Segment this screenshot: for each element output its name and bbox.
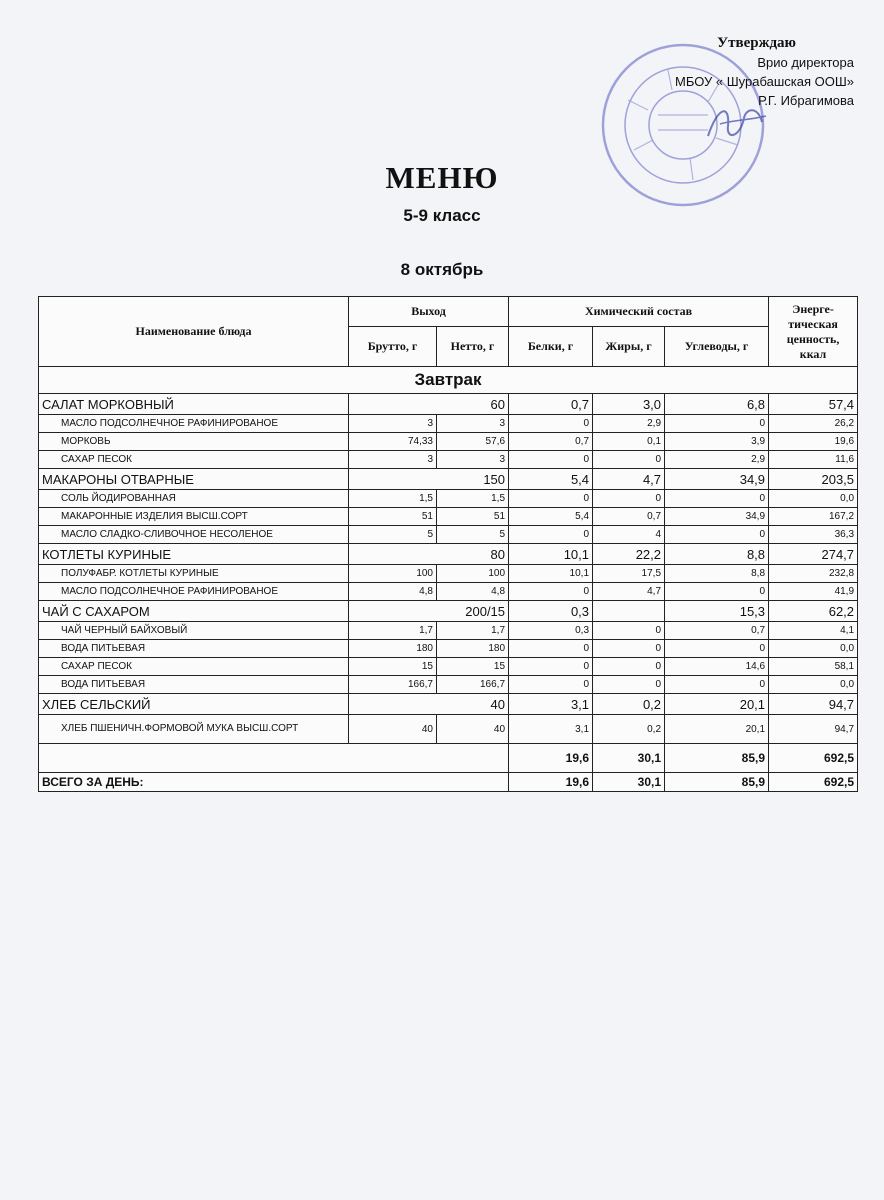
col-header-name: Наименование блюда <box>39 297 349 367</box>
ingredient-netto: 40 <box>437 715 509 744</box>
approval-organization: МБОУ « Шурабашская ООШ» <box>674 74 854 89</box>
ingredient-name: МАСЛО ПОДСОЛНЕЧНОЕ РАФИНИРОВАНОЕ <box>39 415 349 433</box>
ingredient-brutto: 100 <box>349 565 437 583</box>
ingredient-netto: 57,6 <box>437 433 509 451</box>
ingredient-protein: 0 <box>509 490 593 508</box>
ingredient-row <box>39 640 858 658</box>
approval-position: Врио директора <box>757 55 854 70</box>
subtotal-label <box>39 744 509 773</box>
ingredient-fat: 4 <box>593 526 665 544</box>
dish-carb: 20,1 <box>665 694 769 715</box>
dish-row <box>39 469 858 490</box>
col-header-chem: Химический состав <box>509 297 769 327</box>
dish-output: 80 <box>349 544 509 565</box>
dish-fat: 4,7 <box>593 469 665 490</box>
ingredient-energy: 26,2 <box>769 415 858 433</box>
total-energy: 692,5 <box>769 773 858 792</box>
ingredient-fat: 0 <box>593 622 665 640</box>
ingredient-energy: 167,2 <box>769 508 858 526</box>
dish-row <box>39 394 858 415</box>
dish-fat: 0,2 <box>593 694 665 715</box>
approval-person: Р.Г. Ибрагимова <box>758 93 854 108</box>
ingredient-name: ХЛЕБ ПШЕНИЧН.ФОРМОВОЙ МУКА ВЫСШ.СОРТ <box>39 715 349 744</box>
ingredient-fat: 0,7 <box>593 508 665 526</box>
ingredient-protein: 0,3 <box>509 622 593 640</box>
ingredient-name: СОЛЬ ЙОДИРОВАННАЯ <box>39 490 349 508</box>
ingredient-carb: 20,1 <box>665 715 769 744</box>
ingredient-energy: 19,6 <box>769 433 858 451</box>
ingredient-carb: 8,8 <box>665 565 769 583</box>
subtotal-carb: 85,9 <box>665 744 769 773</box>
ingredient-fat: 0,2 <box>593 715 665 744</box>
ingredient-energy: 0,0 <box>769 676 858 694</box>
dish-fat: 3,0 <box>593 394 665 415</box>
ingredient-row <box>39 676 858 694</box>
ingredient-name: МОРКОВЬ <box>39 433 349 451</box>
ingredient-brutto: 166,7 <box>349 676 437 694</box>
ingredient-row <box>39 715 858 744</box>
ingredient-energy: 4,1 <box>769 622 858 640</box>
ingredient-fat: 4,7 <box>593 583 665 601</box>
ingredient-carb: 0 <box>665 640 769 658</box>
ingredient-netto: 180 <box>437 640 509 658</box>
ingredient-protein: 0 <box>509 415 593 433</box>
dish-name: КОТЛЕТЫ КУРИНЫЕ <box>39 544 349 565</box>
ingredient-netto: 4,8 <box>437 583 509 601</box>
page-title: МЕНЮ <box>385 160 499 195</box>
ingredient-netto: 15 <box>437 658 509 676</box>
ingredient-protein: 0 <box>509 526 593 544</box>
date-label: 8 октябрь <box>400 260 484 279</box>
ingredient-carb: 0 <box>665 415 769 433</box>
dish-protein: 3,1 <box>509 694 593 715</box>
dish-row <box>39 694 858 715</box>
ingredient-fat: 0 <box>593 658 665 676</box>
ingredient-carb: 2,9 <box>665 451 769 469</box>
ingredient-row <box>39 622 858 640</box>
dish-fat: 22,2 <box>593 544 665 565</box>
ingredient-name: ЧАЙ ЧЕРНЫЙ БАЙХОВЫЙ <box>39 622 349 640</box>
subtotal-row <box>39 744 858 773</box>
total-label: ВСЕГО ЗА ДЕНЬ: <box>39 773 509 792</box>
ingredient-protein: 3,1 <box>509 715 593 744</box>
ingredient-row <box>39 658 858 676</box>
ingredient-brutto: 3 <box>349 451 437 469</box>
col-header-protein: Белки, г <box>509 327 593 367</box>
ingredient-brutto: 4,8 <box>349 583 437 601</box>
dish-output: 40 <box>349 694 509 715</box>
ingredient-name: САХАР ПЕСОК <box>39 451 349 469</box>
subtotal-protein: 19,6 <box>509 744 593 773</box>
dish-energy: 57,4 <box>769 394 858 415</box>
ingredient-brutto: 15 <box>349 658 437 676</box>
ingredient-netto: 1,7 <box>437 622 509 640</box>
ingredient-protein: 0 <box>509 676 593 694</box>
ingredient-carb: 0 <box>665 583 769 601</box>
ingredient-brutto: 180 <box>349 640 437 658</box>
ingredient-name: МАКАРОННЫЕ ИЗДЕЛИЯ ВЫСШ.СОРТ <box>39 508 349 526</box>
ingredient-carb: 14,6 <box>665 658 769 676</box>
dish-energy: 94,7 <box>769 694 858 715</box>
ingredient-row <box>39 526 858 544</box>
ingredient-row <box>39 415 858 433</box>
dish-name: МАКАРОНЫ ОТВАРНЫЕ <box>39 469 349 490</box>
section-title: Завтрак <box>39 367 858 394</box>
approval-title: Утверждаю <box>717 35 796 51</box>
total-carb: 85,9 <box>665 773 769 792</box>
ingredient-netto: 166,7 <box>437 676 509 694</box>
dish-carb: 8,8 <box>665 544 769 565</box>
subtotal-fat: 30,1 <box>593 744 665 773</box>
dish-output: 150 <box>349 469 509 490</box>
total-row <box>39 773 858 792</box>
dish-protein: 0,3 <box>509 601 593 622</box>
ingredient-protein: 0,7 <box>509 433 593 451</box>
dish-fat <box>593 601 665 622</box>
col-header-energy: Энерге-тическая ценность, ккал <box>769 297 858 367</box>
ingredient-netto: 51 <box>437 508 509 526</box>
ingredient-brutto: 74,33 <box>349 433 437 451</box>
dish-name: ХЛЕБ СЕЛЬСКИЙ <box>39 694 349 715</box>
ingredient-row <box>39 508 858 526</box>
menu-table <box>38 296 858 792</box>
total-fat: 30,1 <box>593 773 665 792</box>
ingredient-netto: 3 <box>437 451 509 469</box>
ingredient-row <box>39 583 858 601</box>
ingredient-row <box>39 451 858 469</box>
ingredient-protein: 0 <box>509 451 593 469</box>
ingredient-energy: 36,3 <box>769 526 858 544</box>
ingredient-netto: 1,5 <box>437 490 509 508</box>
ingredient-fat: 2,9 <box>593 415 665 433</box>
ingredient-fat: 17,5 <box>593 565 665 583</box>
dish-energy: 203,5 <box>769 469 858 490</box>
ingredient-energy: 41,9 <box>769 583 858 601</box>
ingredient-energy: 0,0 <box>769 490 858 508</box>
dish-energy: 274,7 <box>769 544 858 565</box>
dish-energy: 62,2 <box>769 601 858 622</box>
ingredient-brutto: 40 <box>349 715 437 744</box>
ingredient-energy: 0,0 <box>769 640 858 658</box>
ingredient-brutto: 3 <box>349 415 437 433</box>
ingredient-carb: 0 <box>665 676 769 694</box>
ingredient-row <box>39 490 858 508</box>
ingredient-name: МАСЛО ПОДСОЛНЕЧНОЕ РАФИНИРОВАНОЕ <box>39 583 349 601</box>
ingredient-energy: 232,8 <box>769 565 858 583</box>
ingredient-netto: 5 <box>437 526 509 544</box>
ingredient-brutto: 1,7 <box>349 622 437 640</box>
ingredient-fat: 0 <box>593 451 665 469</box>
ingredient-energy: 58,1 <box>769 658 858 676</box>
ingredient-protein: 0 <box>509 640 593 658</box>
ingredient-protein: 10,1 <box>509 565 593 583</box>
col-header-fat: Жиры, г <box>593 327 665 367</box>
dish-name: САЛАТ МОРКОВНЫЙ <box>39 394 349 415</box>
dish-protein: 10,1 <box>509 544 593 565</box>
ingredient-protein: 0 <box>509 583 593 601</box>
dish-row <box>39 544 858 565</box>
ingredient-fat: 0,1 <box>593 433 665 451</box>
ingredient-row <box>39 565 858 583</box>
ingredient-name: ПОЛУФАБР. КОТЛЕТЫ КУРИНЫЕ <box>39 565 349 583</box>
ingredient-energy: 94,7 <box>769 715 858 744</box>
ingredient-protein: 0 <box>509 658 593 676</box>
col-header-output: Выход <box>349 297 509 327</box>
ingredient-fat: 0 <box>593 490 665 508</box>
ingredient-netto: 3 <box>437 415 509 433</box>
dish-carb: 15,3 <box>665 601 769 622</box>
col-header-netto: Нетто, г <box>437 327 509 367</box>
ingredient-carb: 0 <box>665 526 769 544</box>
total-protein: 19,6 <box>509 773 593 792</box>
dish-name: ЧАЙ С САХАРОМ <box>39 601 349 622</box>
ingredient-brutto: 5 <box>349 526 437 544</box>
ingredient-brutto: 1,5 <box>349 490 437 508</box>
ingredient-brutto: 51 <box>349 508 437 526</box>
ingredient-energy: 11,6 <box>769 451 858 469</box>
ingredient-netto: 100 <box>437 565 509 583</box>
ingredient-fat: 0 <box>593 640 665 658</box>
dish-protein: 0,7 <box>509 394 593 415</box>
approval-block <box>675 34 854 110</box>
ingredient-protein: 5,4 <box>509 508 593 526</box>
subtotal-energy: 692,5 <box>769 744 858 773</box>
ingredient-carb: 3,9 <box>665 433 769 451</box>
dish-protein: 5,4 <box>509 469 593 490</box>
dish-carb: 34,9 <box>665 469 769 490</box>
col-header-brutto: Брутто, г <box>349 327 437 367</box>
ingredient-fat: 0 <box>593 676 665 694</box>
class-label: 5-9 класс <box>403 206 481 225</box>
col-header-carb: Углеводы, г <box>665 327 769 367</box>
dish-row <box>39 601 858 622</box>
dish-output: 200/15 <box>349 601 509 622</box>
ingredient-row <box>39 433 858 451</box>
ingredient-name: САХАР ПЕСОК <box>39 658 349 676</box>
ingredient-name: ВОДА ПИТЬЕВАЯ <box>39 640 349 658</box>
ingredient-name: ВОДА ПИТЬЕВАЯ <box>39 676 349 694</box>
ingredient-carb: 0,7 <box>665 622 769 640</box>
ingredient-carb: 0 <box>665 490 769 508</box>
ingredient-name: МАСЛО СЛАДКО-СЛИВОЧНОЕ НЕСОЛЕНОЕ <box>39 526 349 544</box>
dish-output: 60 <box>349 394 509 415</box>
dish-carb: 6,8 <box>665 394 769 415</box>
ingredient-carb: 34,9 <box>665 508 769 526</box>
